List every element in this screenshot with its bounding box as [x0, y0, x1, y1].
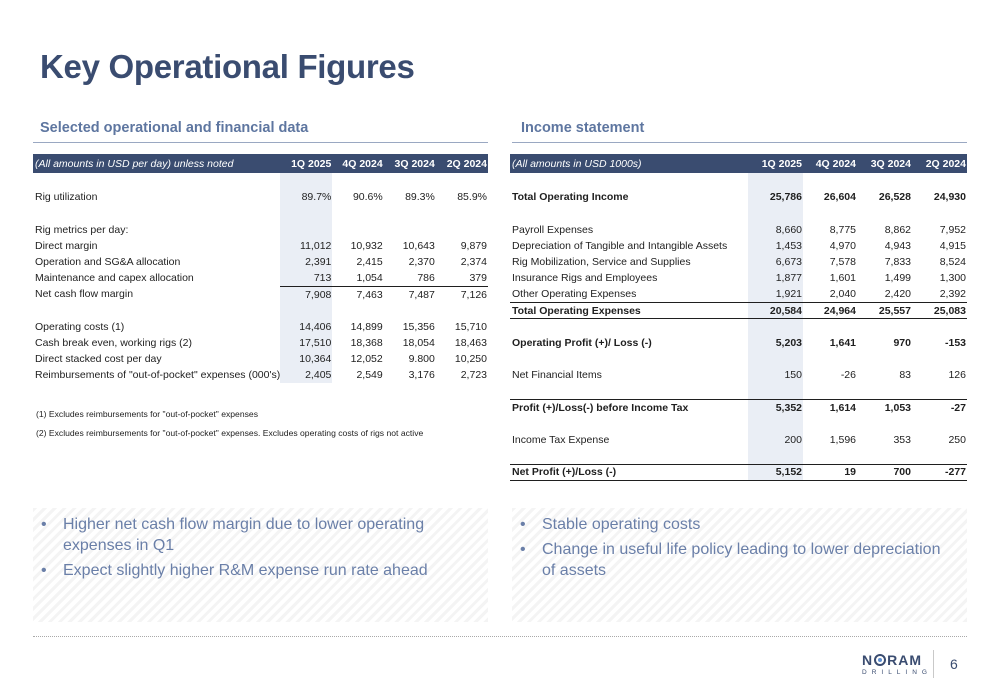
row-label: Rig Mobilization, Service and Supplies — [512, 256, 691, 269]
cell-value: 15,356 — [402, 320, 435, 333]
header-col-1q2025: 1Q 2025 — [280, 154, 332, 173]
table-row — [510, 222, 967, 238]
table-header — [33, 154, 488, 173]
cell-value: 18,054 — [402, 336, 435, 349]
row-label: Operating costs (1) — [35, 320, 125, 333]
table-row — [510, 189, 967, 205]
cell-value: 5,152 — [748, 464, 803, 480]
cell-value: 2,392 — [912, 286, 967, 302]
cell-value: 700 — [857, 464, 912, 480]
table-row — [33, 335, 488, 351]
left-bullet-list — [33, 508, 488, 581]
cell-value: 9,879 — [460, 239, 487, 252]
footer-divider — [33, 636, 967, 637]
cell-value: 2,723 — [460, 369, 487, 382]
table-row — [510, 254, 967, 270]
cell-value: 5,203 — [748, 335, 803, 351]
cell-value: 970 — [893, 336, 911, 349]
cell-value: 19 — [803, 464, 857, 480]
table-row — [510, 335, 967, 351]
cell-value: 1,300 — [939, 272, 966, 285]
page-title: Key Operational Figures — [40, 48, 415, 85]
row-label: Rig metrics per day: — [35, 223, 129, 236]
row-label: Operating Profit (+)/ Loss (-) — [512, 336, 652, 349]
footnote-1: (1) Excludes reimbursements for "out-of-pocket" expenses — [36, 409, 258, 419]
cell-value: 8,524 — [939, 256, 966, 269]
cell-value: 1,596 — [829, 434, 856, 447]
cell-value: 2,420 — [857, 286, 912, 302]
cell-value: 8,862 — [884, 223, 911, 236]
section-divider — [33, 142, 488, 143]
table-row — [510, 270, 967, 286]
cell-value: 1,054 — [332, 270, 383, 286]
cell-value: 9.800 — [408, 353, 435, 366]
cell-value: 24,930 — [933, 191, 966, 204]
cell-value: 7,833 — [884, 256, 911, 269]
table-header — [510, 154, 967, 173]
bullet-item: • Stable operating costs — [542, 514, 957, 535]
table-row — [33, 367, 488, 383]
cell-value: 24,964 — [803, 303, 857, 319]
row-label: Total Operating Expenses — [510, 303, 748, 319]
cell-value: 379 — [436, 270, 488, 286]
cell-value: 12,052 — [350, 353, 383, 366]
logo-subtitle: DRILLING — [862, 669, 932, 676]
footnote-2: (2) Excludes reimbursements for "out-of-pocket" expenses. Excludes operating costs of rigs not active — [36, 428, 424, 438]
row-label: Reimbursements of "out-of-pocket" expenses (000's) — [35, 369, 281, 382]
cell-value: -27 — [950, 401, 966, 414]
right-commentary-box — [512, 508, 967, 622]
cell-value: 1,921 — [748, 286, 803, 302]
header-col-2q2024: 2Q 2024 — [912, 154, 967, 173]
table-row — [510, 238, 967, 254]
cell-value: 1,877 — [748, 270, 803, 286]
row-label: Cash break even, working rigs (2) — [35, 336, 192, 349]
row-label: Operation and SG&A allocation — [35, 256, 181, 269]
page-number: 6 — [950, 656, 958, 672]
cell-value: 5,352 — [748, 400, 803, 416]
section-divider — [512, 142, 967, 143]
row-label: Total Operating Income — [512, 191, 629, 204]
table-row — [33, 286, 488, 302]
cell-value: 10,932 — [350, 239, 383, 252]
row-label: Insurance Rigs and Employees — [512, 272, 658, 285]
operational-data-section-title: Selected operational and financial data — [40, 120, 309, 136]
row-label: Profit (+)/Loss(-) before Income Tax — [512, 401, 689, 414]
cell-value: 1,641 — [829, 336, 856, 349]
cell-value: 25,786 — [748, 189, 803, 205]
table-row — [510, 400, 967, 416]
header-units: (All amounts in USD 1000s) — [510, 154, 748, 173]
cell-value: 18,463 — [454, 336, 487, 349]
header-col-3q2024: 3Q 2024 — [857, 154, 912, 173]
table-row — [33, 222, 488, 238]
operational-data-table — [33, 154, 488, 383]
cell-value: 14,406 — [280, 319, 332, 335]
table-row — [510, 367, 967, 383]
row-label: Direct stacked cost per day — [35, 353, 162, 366]
header-col-4q2024: 4Q 2024 — [332, 154, 383, 173]
cell-value: 25,557 — [857, 303, 912, 319]
cell-value: 2,040 — [803, 286, 857, 302]
row-label: Income Tax Expense — [512, 434, 610, 447]
cell-value: 8,775 — [829, 223, 856, 236]
cell-value: 3,176 — [408, 369, 435, 382]
cell-value: 25,083 — [912, 303, 967, 319]
cell-value: 1,614 — [829, 401, 856, 414]
cell-value: 85.9% — [457, 191, 487, 204]
cell-value: 7,952 — [939, 223, 966, 236]
table-row — [33, 238, 488, 254]
cell-value: 2,405 — [280, 367, 332, 383]
table-row — [510, 303, 967, 319]
cell-value: 1,053 — [884, 401, 911, 414]
cell-value: 2,391 — [280, 254, 332, 270]
cell-value: 89.3% — [405, 191, 435, 204]
cell-value: 90.6% — [352, 191, 383, 204]
cell-value: 1,499 — [884, 272, 911, 285]
cell-value: 7,578 — [829, 256, 856, 269]
cell-value: 2,415 — [356, 256, 383, 269]
cell-value: 11,012 — [280, 238, 332, 254]
cell-value: 7,487 — [408, 288, 435, 301]
table-row — [510, 432, 967, 448]
row-label: Payroll Expenses — [512, 223, 594, 236]
left-commentary-box — [33, 508, 488, 622]
logo-o-icon — [874, 654, 886, 666]
table-row — [33, 254, 488, 270]
bullet-item: • Expect slightly higher R&M expense run rate ahead — [63, 560, 478, 581]
row-label: Maintenance and capex allocation — [35, 272, 194, 285]
table-row — [510, 286, 967, 302]
cell-value: -153 — [944, 336, 966, 349]
header-col-1q2025: 1Q 2025 — [748, 154, 803, 173]
footer-separator — [933, 650, 934, 678]
cell-value: 4,970 — [829, 239, 856, 252]
cell-value: 2,370 — [408, 256, 435, 269]
header-col-3q2024: 3Q 2024 — [384, 154, 436, 173]
cell-value: 150 — [748, 367, 803, 383]
header-col-4q2024: 4Q 2024 — [803, 154, 857, 173]
cell-value: 200 — [748, 432, 803, 448]
table-row — [510, 464, 967, 480]
income-statement-section-title: Income statement — [521, 120, 645, 136]
cell-value: -277 — [912, 464, 967, 480]
cell-value: 7,463 — [356, 288, 383, 301]
bullet-item: • Higher net cash flow margin due to lower operating expenses in Q1 — [63, 514, 478, 556]
cell-value: 2,549 — [356, 369, 383, 382]
table-row — [33, 319, 488, 335]
logo-wordmark: N RAM — [862, 652, 922, 668]
cell-value: 713 — [280, 270, 332, 286]
noram-drilling-logo — [862, 652, 932, 676]
cell-value: 26,528 — [878, 191, 911, 204]
cell-value: 10,250 — [454, 353, 487, 366]
income-statement-table — [510, 154, 967, 481]
cell-value: 7,126 — [460, 288, 487, 301]
cell-value: 126 — [948, 369, 966, 382]
table-row — [33, 351, 488, 367]
cell-value: 1,601 — [829, 272, 856, 285]
cell-value: 250 — [948, 434, 966, 447]
cell-value: 20,584 — [748, 303, 803, 319]
cell-value: 4,915 — [939, 239, 966, 252]
row-label: Other Operating Expenses — [510, 286, 748, 302]
cell-value: -26 — [840, 369, 856, 382]
cell-value: 15,710 — [454, 320, 487, 333]
row-label: Net Profit (+)/Loss (-) — [510, 464, 748, 480]
row-label: Depreciation of Tangible and Intangible Assets — [512, 239, 728, 252]
right-bullet-list — [512, 508, 967, 581]
cell-value: 353 — [893, 434, 911, 447]
row-label: Net Financial Items — [512, 369, 602, 382]
cell-value: 14,899 — [350, 320, 383, 333]
cell-value: 1,453 — [748, 238, 803, 254]
cell-value: 786 — [384, 270, 436, 286]
cell-value: 18,368 — [350, 336, 383, 349]
cell-value: 10,364 — [280, 351, 332, 367]
table-row — [33, 270, 488, 286]
cell-value: 2,374 — [460, 256, 487, 269]
header-col-2q2024: 2Q 2024 — [436, 154, 488, 173]
bullet-item: • Change in useful life policy leading to lower depreciation of assets — [542, 539, 957, 581]
row-label: Net cash flow margin — [35, 288, 134, 301]
row-label: Direct margin — [35, 239, 98, 252]
cell-value: 17,510 — [280, 335, 332, 351]
cell-value: 4,943 — [884, 239, 911, 252]
row-label: Rig utilization — [35, 191, 98, 204]
header-units: (All amounts in USD per day) unless noted — [33, 154, 280, 173]
cell-value: 6,673 — [748, 254, 803, 270]
cell-value: 10,643 — [402, 239, 435, 252]
cell-value: 8,660 — [748, 222, 803, 238]
cell-value: 83 — [899, 369, 911, 382]
table-row — [33, 189, 488, 205]
cell-value: 7,908 — [280, 286, 332, 302]
cell-value: 89.7% — [280, 189, 332, 205]
cell-value: 26,604 — [823, 191, 856, 204]
